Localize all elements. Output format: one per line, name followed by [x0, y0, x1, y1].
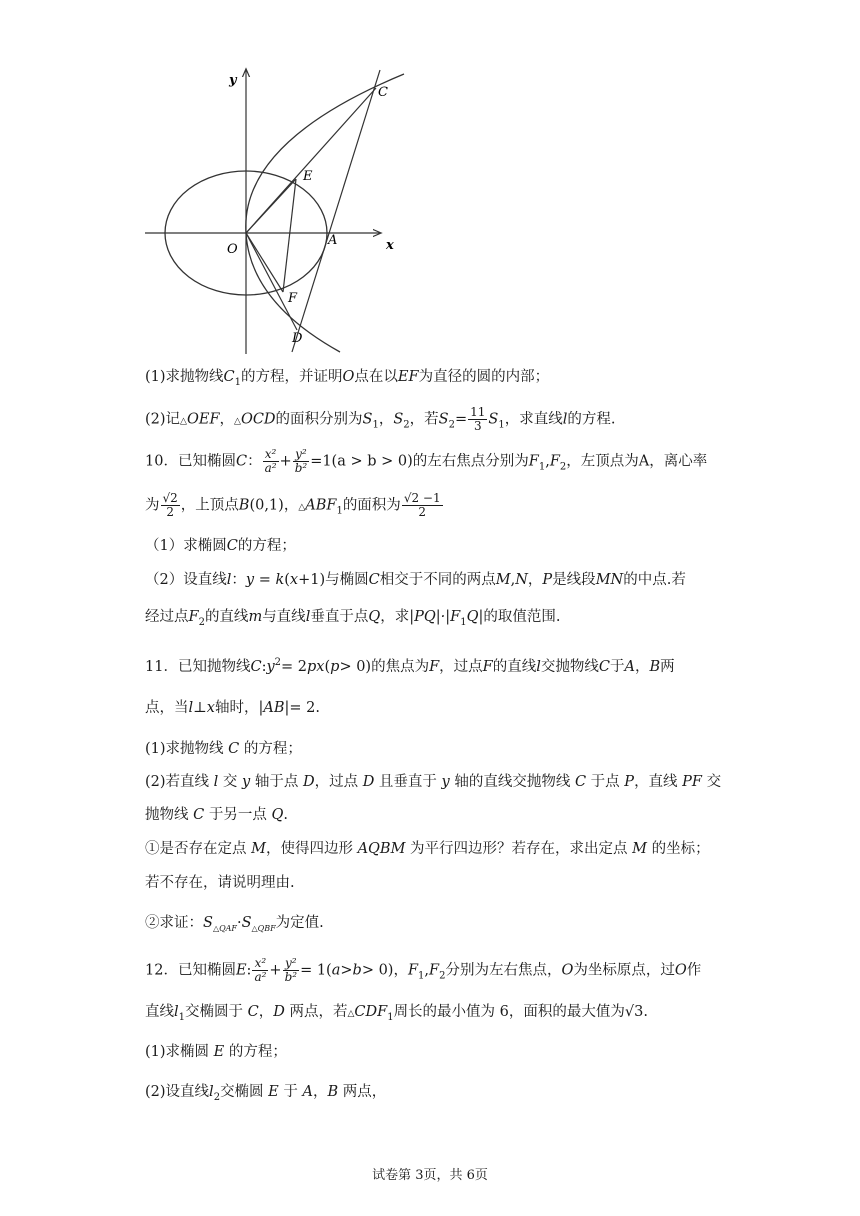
p11-q2e: ②求证：$S_{\triangle QAF}\cdot S_{\triangle QBF}$为定值.: [145, 915, 324, 933]
geometry-figure: [140, 62, 430, 357]
label-x: x: [386, 238, 394, 253]
label-y: y: [229, 73, 237, 88]
p10-q1: （1）求椭圆C的方程；: [145, 538, 296, 554]
p11-q2c: ①是否存在定点 M，使得四边形 AQBM 为平行四边形？若存在，求出定点 M 的坐标；: [145, 841, 710, 857]
p9-q2: (2)记△OEF，△OCD的面积分别为$S_1$，$S_2$，若$S_2=$ $\frac{11}{3}$ $S_1$，求直线l的方程.: [145, 405, 616, 433]
label-a: A: [328, 233, 338, 248]
label-o: O: [227, 242, 238, 257]
p10-q2b: 经过点$F_2$的直线m与直线l垂直于点Q，求$|PQ|\cdot|F_1Q|$的取值范围.: [145, 609, 561, 628]
p11-q1: (1)求抛物线 C 的方程；: [145, 741, 302, 757]
segment-od: [246, 233, 297, 330]
p10-q2a: （2）设直线l：y = k(x+1)与椭圆C相交于不同的两点M,N，P是线段MN的中点.若: [145, 572, 686, 588]
line-cd: [292, 70, 380, 352]
p12-q1: (1)求椭圆 E 的方程；: [145, 1044, 287, 1060]
p11-q2d: 若不存在，请说明理由.: [145, 875, 295, 891]
parabola-curve: [246, 74, 404, 352]
label-d: D: [292, 331, 303, 346]
p12-q2: (2)设直线$l_2$交椭圆 E 于 A，B 两点，: [145, 1084, 387, 1103]
label-f: F: [288, 291, 298, 306]
p12-stem-a: 12．已知椭圆E: $\frac{\text{x²}}{\text{a²}}$ + $\frac{\text{y²}}{\text{b²}}$ = 1(a>b> 0)，$F_1,F_2$分别为左右焦点，O为坐标原点，过O作: [145, 956, 702, 984]
p9-q1: (1)求抛物线$C_1$的方程，并证明O点在以EF为直径的圆的内部；: [145, 369, 550, 388]
p10-stem-a: 10．已知椭圆C： $\frac{\text{x²}}{\text{a²}}$ + $\frac{\text{y²}}{\text{b²}}$ =1(a > b > 0)的左右焦点分别为$F_1,F_2$，左顶点为A，离心率: [145, 447, 708, 475]
label-e: E: [303, 169, 313, 184]
p12-stem-b: 直线$l_1$交椭圆于 C，D 两点，若$\triangle CDF_1$周长的最小值为 6，面积的最大值为√3.: [145, 1004, 648, 1023]
segment-oe: [246, 179, 296, 233]
label-c: C: [378, 85, 388, 100]
p11-q2b: 抛物线 C 于另一点 Q.: [145, 807, 288, 823]
segment-ef: [283, 179, 296, 292]
p11-q2a: (2)若直线 l 交 y 轴于点 D，过点 D 且垂直于 y 轴的直线交抛物线 C 于点 P，直线 PF 交: [145, 774, 722, 790]
p10-stem-b: 为 $\frac{√2}{2}$ ，上顶点B(0,1)，$\triangle ABF_1$的面积为 $\frac{√2 -1}{2}$: [145, 491, 441, 519]
p11-stem-b: 点，当l⊥x轴时，|AB|= 2.: [145, 700, 320, 716]
p11-stem-a: 11．已知抛物线$C:y^2= 2px(p> 0)$的焦点为F，过点F的直线l交抛物线C于A，B两: [145, 657, 675, 675]
page-footer: 试卷第 3页，共 6页: [372, 1168, 488, 1183]
